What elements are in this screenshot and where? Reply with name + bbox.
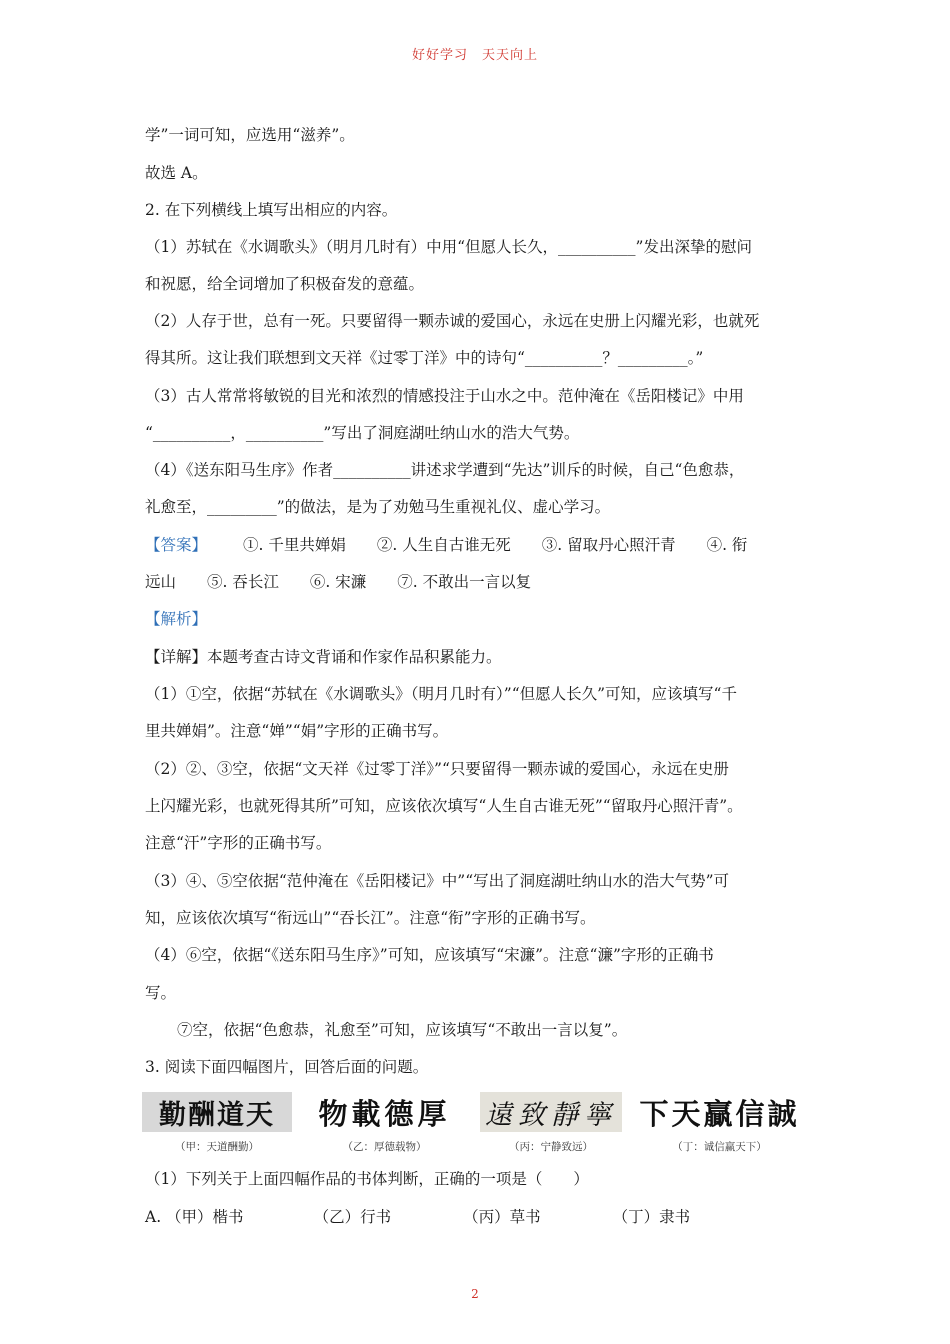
- detail-line: （3）④、⑤空依据“范仲淹在《岳阳楼记》中”“写出了洞庭湖吐纳山水的浩大气势”可: [145, 872, 730, 890]
- caption-bing: （丙：宁静致远）: [509, 1141, 593, 1153]
- calligraphy-bing: 遠致靜寧: [480, 1092, 622, 1132]
- answer-text: ①. 千里共婵娟 ②. 人生自古谁无死 ③. 留取丹心照汗青 ④. 衔: [243, 536, 748, 554]
- analysis-tag: 【解析】: [145, 610, 208, 628]
- text-line: 得其所。这让我们联想到文天祥《过零丁洋》中的诗句“__________？_________。”: [145, 349, 704, 367]
- text-line: “__________，__________”写出了洞庭湖吐纳山水的浩大气势。: [145, 424, 580, 442]
- detail-line: 里共婵娟”。注意“婵”“娟”字形的正确书写。: [145, 722, 449, 740]
- detail-line: （2）②、③空，依据“文天祥《过零丁洋》”“只要留得一颗赤诚的爱国心，永远在史册: [145, 760, 729, 778]
- question-3-sub1: （1）下列关于上面四幅作品的书体判断，正确的一项是（ ）: [145, 1170, 589, 1188]
- page-number: 2: [471, 1287, 479, 1301]
- text-line: 故选 A。: [145, 164, 208, 182]
- text-line: （3）古人常常将敏锐的目光和浓烈的情感投注于山水之中。范仲淹在《岳阳楼记》中用: [145, 387, 744, 405]
- text-line: 学”一词可知，应选用“滋养”。: [145, 126, 355, 144]
- option-a-yi: （乙）行书: [313, 1208, 392, 1226]
- text-line: 和祝愿，给全词增加了积极奋发的意蕴。: [145, 275, 425, 293]
- detail-line: （4）⑥空，依据“《送东阳马生序》”可知，应该填写“宋濂”。注意“濂”字形的正确书: [145, 946, 714, 964]
- answer-line: [145, 535, 747, 555]
- option-a: [145, 1207, 690, 1227]
- option-a-ding: （丁）隶书: [612, 1208, 691, 1226]
- answer-line-2: 远山 ⑤. 吞长江 ⑥. 宋濂 ⑦. 不敢出一言以复: [145, 573, 532, 591]
- caption-yi: （乙：厚德载物）: [342, 1141, 427, 1153]
- answer-tag: 【答案】: [145, 536, 208, 554]
- detail-line: ⑦空，依据“色愈恭，礼愈至”可知，应该填写“不敢出一言以复”。: [177, 1021, 628, 1039]
- text-line: （1）苏轼在《水调歌头》（明月几时有）中用“但愿人长久，__________”发出深挚的慰问: [145, 238, 752, 256]
- text-line: 礼愈至，_________”的做法，是为了劝勉马生重视礼仪、虚心学习。: [145, 498, 611, 516]
- detail-line: 注意“汗”字形的正确书写。: [145, 834, 332, 852]
- question-3-title: 3. 阅读下面四幅图片，回答后面的问题。: [145, 1058, 429, 1076]
- text-line: （4）《送东阳马生序》作者__________讲述求学遭到“先达”训斥的时候，自己“色愈恭，: [145, 461, 745, 479]
- calligraphy-images: [142, 1092, 812, 1154]
- question-2-title: 2. 在下列横线上填写出相应的内容。: [145, 201, 398, 219]
- caption-jia: （甲：天道酬勤）: [175, 1141, 259, 1153]
- detail-line: 上闪耀光彩，也就死得其所”可知，应该依次填写“人生自古谁无死”“留取丹心照汗青”。: [145, 797, 743, 815]
- caption-ding: （丁：诚信赢天下）: [672, 1141, 767, 1153]
- detail-line: 知，应该依次填写“衔远山”“吞长江”。注意“衔”字形的正确书写。: [145, 909, 596, 927]
- detail-line: 【详解】本题考查古诗文背诵和作家作品积累能力。: [145, 648, 502, 666]
- page-header: 好好学习 天天向上: [411, 48, 538, 63]
- text-line: （2）人存于世，总有一死。只要留得一颗赤诚的爱国心，永远在史册上闪耀光彩，也就死: [145, 312, 760, 330]
- calligraphy-jia: 勤酬道天: [142, 1092, 292, 1132]
- detail-line: 写。: [145, 984, 177, 1002]
- option-a-bing: （丙）草书: [463, 1208, 541, 1226]
- calligraphy-ding: 下天贏信誠: [639, 1096, 800, 1131]
- detail-line: （1）①空，依据“苏轼在《水调歌头》（明月几时有）”“但愿人长久”可知，应该填写“千: [145, 685, 737, 703]
- option-a-jia: A. （甲）楷书: [145, 1208, 244, 1226]
- calligraphy-yi: 物載德厚: [318, 1096, 451, 1131]
